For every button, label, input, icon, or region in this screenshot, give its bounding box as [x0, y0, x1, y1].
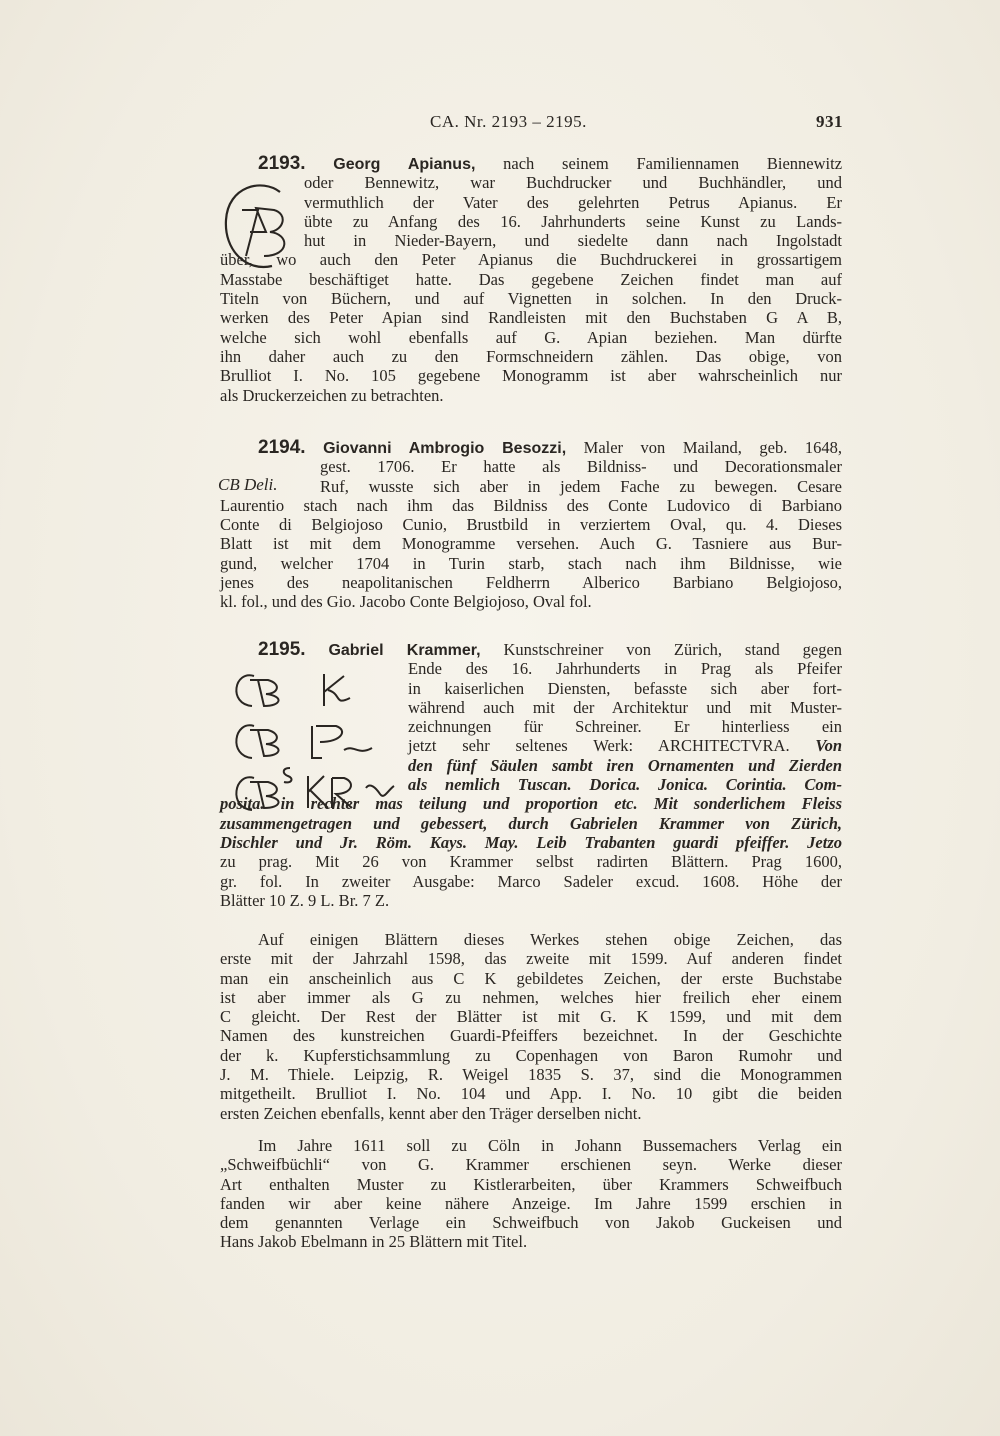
paragraph-2195-b — [220, 1136, 842, 1252]
entry-header — [220, 640, 842, 659]
text-line: Blatt ist mit dem Monogramme versehen. Auch G. Tasniere aus Bur- — [220, 534, 842, 554]
text-line: welche sich wohl ebenfalls auf G. Apian beziehen. Man dürfte — [220, 327, 842, 347]
text-line: ersten Zeichen ebenfalls, kennt aber den Träger derselben nicht. — [220, 1103, 642, 1123]
entry-number: 2194. — [258, 437, 306, 458]
entry-header — [220, 154, 842, 173]
entry-name: Georg Apianus, — [333, 156, 476, 173]
text-line: Hans Jakob Ebelmann in 25 Blättern mit Titel. — [220, 1232, 528, 1252]
text-line: mitgetheilt. Brulliot I. No. 104 und App. I. No. 10 gibt die beiden — [220, 1084, 842, 1104]
running-head-title: CA. Nr. 2193 – 2195. — [430, 112, 587, 131]
text-line: hut in Nieder-Bayern, und siedelte dann nach Ingolstadt — [304, 231, 842, 251]
text-line: jetzt sehr seltenes Werk: ARCHITECTVRA. Von — [408, 736, 843, 756]
text-line: Conte di Belgiojoso Cunio, Brustbild in verziertem Oval, qu. 4. Dieses — [220, 515, 842, 535]
text-line: fanden wir aber keine nähere Anzeige. Im Jahre 1599 erschien in — [220, 1193, 842, 1213]
text-line: während auch mit der Architektur und mit Muster- — [408, 697, 842, 717]
text-line: ist aber immer als G zu nehmen, welches hier freilich eher einem — [220, 987, 842, 1007]
entry-number: 2193. — [258, 153, 306, 174]
text-line: C gleicht. Der Rest der Blätter ist mit G. K 1599, und mit dem — [220, 1007, 842, 1027]
entry-header — [220, 438, 842, 457]
text-line: vermuthlich der Vater des gelehrten Petrus Apianus. Er — [304, 192, 842, 212]
text-line: Titeln von Büchern, und auf Vignetten in solchen. In den Druck- — [220, 289, 842, 309]
text-line: Ende des 16. Jahrhunderts in Prag als Pfeifer — [408, 659, 842, 679]
text-line: Dischler und Jr. Röm. Kays. May. Leib Trabanten guardi pfeiffer. Jetzo — [220, 832, 842, 852]
entry-name: Gabriel Krammer, — [328, 642, 481, 659]
paragraph-2195-a — [220, 930, 842, 1123]
text-line: Auf einigen Blättern dieses Werkes stehen obige Zeichen, das — [258, 930, 842, 949]
page-number: 931 — [816, 112, 843, 131]
text-line: gr. fol. In zweiter Ausgabe: Marco Sadeler excud. 1608. Höhe der — [220, 871, 842, 891]
text-line: Im Jahre 1611 soll zu Cöln in Johann Bussemachers Verlag ein — [258, 1136, 842, 1155]
text-line: „Schweifbüchli“ von G. Krammer erschienen seyn. Werke dieser — [220, 1155, 842, 1175]
text-line: zeichnungen für Schreiner. Er hinterliess ein — [408, 717, 842, 737]
text-line: der k. Kupferstichsammlung zu Copenhagen von Baron Rumohr und — [220, 1045, 842, 1065]
text-line: ihn daher auch zu den Formschneidern zählen. Das obige, von — [220, 346, 842, 366]
text-line: nach seinem Familiennamen Biennewitz — [503, 154, 843, 173]
text-line: in kaiserlichen Diensten, befasste sich aber fort- — [408, 678, 842, 698]
text-line: über, wo auch den Peter Apianus die Buchdruckerei in grossartigem — [220, 250, 842, 270]
text-line: Kunstschreiner von Zürich, stand gegen — [503, 640, 843, 659]
entry-2195 — [220, 640, 842, 910]
entry-2194 — [220, 438, 842, 612]
text-line: zusammengetragen und gebessert, durch Gabrielen Krammer von Zürich, — [220, 813, 842, 833]
text-line: als Druckerzeichen zu betrachten. — [220, 385, 444, 405]
text-line: Ruf, wusste sich aber in jedem Fache zu bewegen. Cesare — [320, 476, 842, 496]
entry-name: Giovanni Ambrogio Besozzi, — [323, 440, 567, 457]
text-line: Brulliot I. No. 105 gegebene Monogramm ist aber wahrscheinlich nur — [220, 366, 842, 386]
text-line: den fünf Säulen sambt iren Ornamenten und Zierden — [408, 755, 842, 775]
text-line: J. M. Thiele. Leipzig, R. Weigel 1835 S. 37, sind die Monogrammen — [220, 1065, 842, 1085]
text-line: dem genannten Verlage ein Schweifbuch von Jakob Guckeisen und — [220, 1213, 842, 1233]
text-line: kl. fol., und des Gio. Jacobo Conte Belgiojoso, Oval fol. — [220, 592, 592, 612]
text-line: übte zu Anfang des 16. Jahrhunderts seine Kunst zu Lands- — [304, 211, 842, 231]
text-line: Maler von Mailand, geb. 1648, — [583, 438, 843, 457]
text-line: Blätter 10 Z. 9 L. Br. 7 Z. — [220, 890, 390, 910]
text-line: oder Bennewitz, war Buchdrucker und Buchhändler, und — [304, 173, 842, 193]
text-line: Laurentio stach nach ihm das Bildniss des Conte Ludovico di Barbiano — [220, 495, 842, 515]
text-line: als nemlich Tuscan. Dorica. Jonica. Corintia. Com- — [408, 775, 842, 795]
entry-number: 2195. — [258, 639, 306, 660]
text-line: Namen des kunstreichen Guardi-Pfeiffers bezeichnet. In der Geschichte — [220, 1026, 842, 1046]
text-line: man ein anscheinlich aus C K gebildetes Zeichen, der erste Buchstabe — [220, 968, 842, 988]
text-line: jenes des neapolitanischen Feldherrn Alberico Barbiano Belgiojoso, — [220, 573, 842, 593]
text-line: gund, welcher 1704 in Turin starb, stach nach ihm Bildnisse, wie — [220, 553, 842, 573]
monogram-cb-deli: CB Deli. — [218, 475, 278, 494]
text-line: werken des Peter Apian sind Randleisten mit den Buchstaben G A B, — [220, 308, 842, 328]
text-line: erste mit der Jahrzahl 1598, das zweite mit 1599. Auf anderen findet — [220, 949, 842, 969]
text-line: posita. in rechter mas teilung und proportion etc. Mit sonderlichem Fleiss — [220, 794, 842, 814]
text-line: zu prag. Mit 26 von Krammer selbst radirten Blättern. Prag 1600, — [220, 852, 842, 872]
text-line: gest. 1706. Er hatte als Bildniss- und Decorationsmaler — [320, 457, 842, 477]
text-line: Art enthalten Muster zu Kistlerarbeiten, über Krammers Schweifbuch — [220, 1174, 842, 1194]
running-head — [215, 112, 843, 140]
entry-2193 — [220, 154, 842, 405]
text-line: Masstabe beschäftiget hatte. Das gegebene Zeichen findet man auf — [220, 269, 842, 289]
